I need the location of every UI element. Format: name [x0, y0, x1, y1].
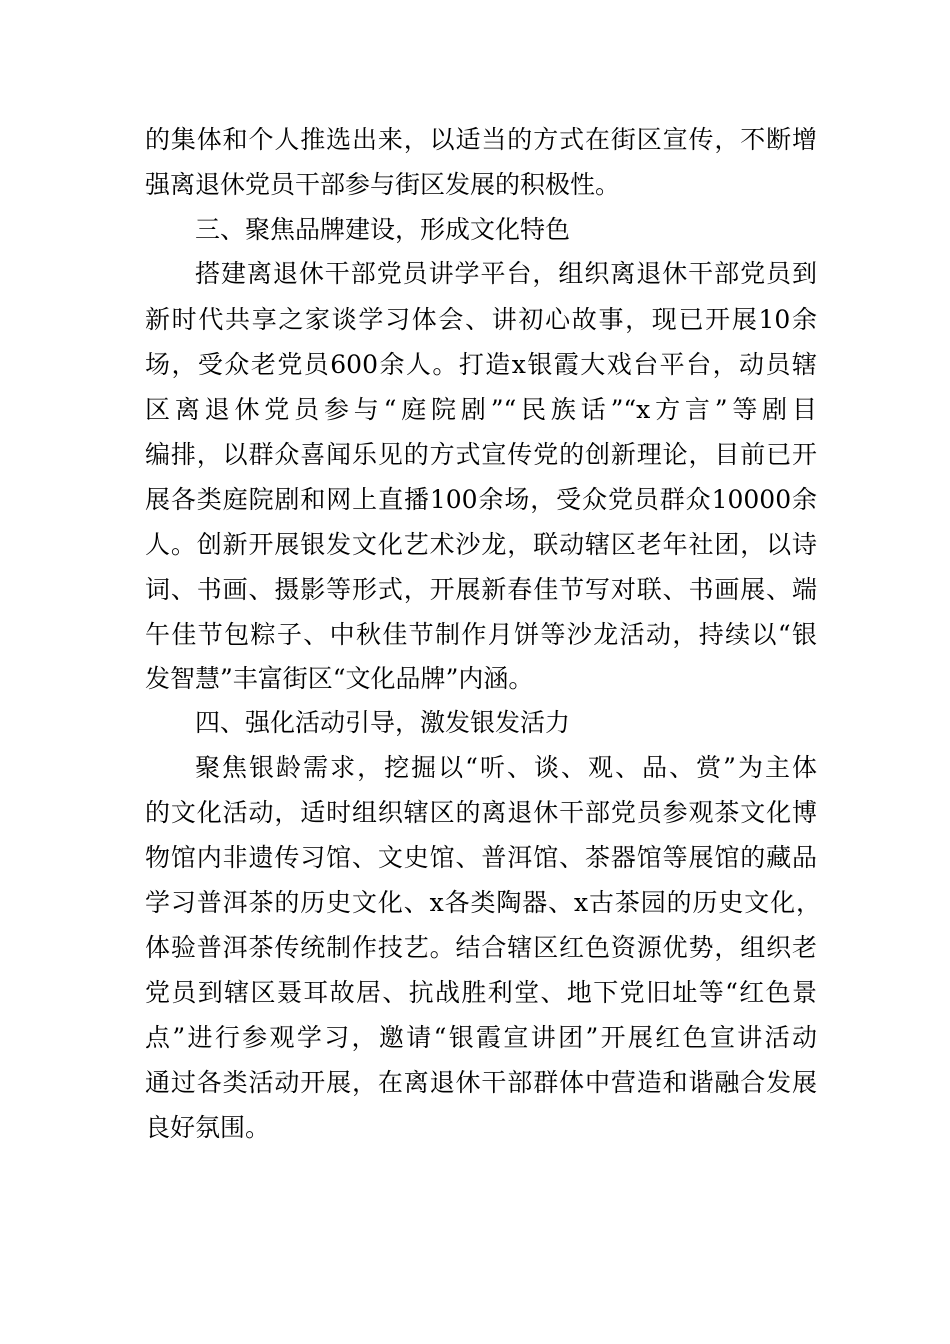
paragraph-line: 午佳节包粽子、中秋佳节制作月饼等沙龙活动，持续以“银: [145, 620, 817, 649]
paragraph-line: 物馆内非遗传习馆、文史馆、普洱馆、茶器馆等展馆的藏品: [145, 843, 817, 872]
section-heading-4: 四、强化活动引导，激发银发活力: [195, 708, 571, 737]
paragraph-line: 场，受众老党员600余人。打造x银霞大戏台平台，动员辖: [145, 350, 817, 379]
paragraph-line: 点”进行参观学习，邀请“银霞宣讲团”开展红色宣讲活动: [145, 1023, 817, 1052]
paragraph-line: 聚焦银龄需求，挖掘以“听、谈、观、品、赏”为主体: [195, 753, 817, 782]
paragraph-line: 良好氛围。: [145, 1113, 271, 1142]
paragraph-line: 搭建离退休干部党员讲学平台，组织离退休干部党员到: [195, 259, 817, 288]
paragraph-line: 新时代共享之家谈学习体会、讲初心故事，现已开展10余: [145, 305, 817, 334]
paragraph-line: 党员到辖区聂耳故居、抗战胜利堂、地下党旧址等“红色景: [145, 978, 817, 1007]
paragraph-line: 体验普洱茶传统制作技艺。结合辖区红色资源优势，组织老: [145, 933, 817, 962]
paragraph-line: 的文化活动，适时组织辖区的离退休干部党员参观茶文化博: [145, 798, 817, 827]
paragraph-line: 学习普洱茶的历史文化、x各类陶器、x古茶园的历史文化，: [145, 888, 821, 917]
paragraph-line: 词、书画、摄影等形式，开展新春佳节写对联、书画展、端: [145, 575, 817, 604]
paragraph-line: 区离退休党员参与“庭院剧”“民族话”“x方言”等剧目: [145, 395, 817, 424]
paragraph-line: 发智慧”丰富街区“文化品牌”内涵。: [145, 664, 534, 693]
section-heading-3: 三、聚焦品牌建设，形成文化特色: [195, 215, 571, 244]
paragraph-line: 展各类庭院剧和网上直播100余场，受众党员群众10000余: [145, 485, 817, 514]
paragraph-line: 的集体和个人推选出来，以适当的方式在街区宣传，不断增: [145, 125, 817, 154]
paragraph-line: 人。创新开展银发文化艺术沙龙，联动辖区老年社团，以诗: [145, 530, 817, 559]
paragraph-line: 通过各类活动开展，在离退休干部群体中营造和谐融合发展: [145, 1068, 817, 1097]
paragraph-line: 编排，以群众喜闻乐见的方式宣传党的创新理论，目前已开: [145, 440, 817, 469]
paragraph-line: 强离退休党员干部参与街区发展的积极性。: [145, 170, 621, 199]
